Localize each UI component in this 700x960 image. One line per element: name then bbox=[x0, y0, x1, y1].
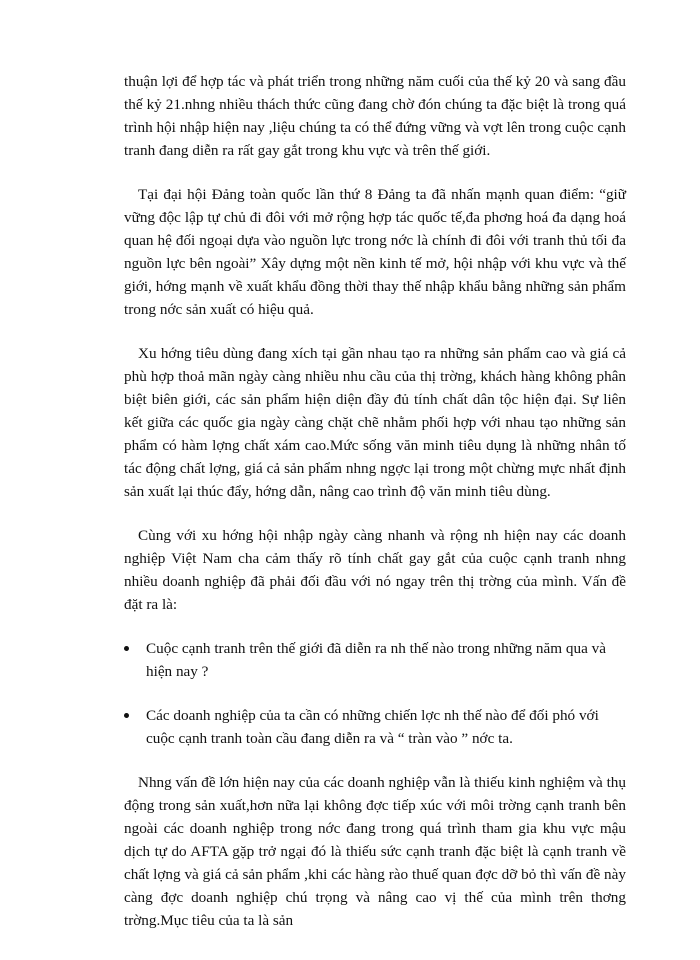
paragraph-consumption-trend: Xu hớng tiêu dùng đang xích tại gần nhau tạo ra những sản phẩm cao và giá cả phù hợp thoả mãn ngày càng nhiều nhu cầu của thị trờng, khách hàng không phân biệt biên giới, các sản phẩm hiện diện đầy đủ tính chất dân tộc hiện đại. Sự liên kết giữa các quốc gia ngày càng chặt chẽ nhằm phối hợp với nhau tạo những sản phẩm có hàm lợng chất xám cao.Mức sống văn minh tiêu dụng là những nhân tố tác động chất lợng, giá cả sản phẩm nhng ngợc lại trong một chừng mực nhất định sản xuất lại thúc đẩy, hớng dẫn, nâng cao trình độ văn minh tiêu dùng. bbox=[124, 345, 626, 500]
paragraph-party-congress: Tại đại hội Đảng toàn quốc lần thứ 8 Đảng ta đã nhấn mạnh quan điểm: “giữ vững độc lập tự chủ đi đôi với mở rộng hợp tác quốc tế,đa phơng hoá đa dạng hoá quan hệ đối ngoại dựa vào nguồn lực trong nớc là chính đi đôi với tranh thủ tối đa nguồn lực bên ngoài” Xây dựng một nền kinh tế mở, hội nhập với khu vực và thế giới, hớng mạnh về xuất khẩu đồng thời thay thế nhập khẩu bằng những sản phẩm trong nớc sản xuất có hiệu quả. bbox=[124, 186, 626, 318]
document-page bbox=[124, 70, 626, 932]
question-list bbox=[124, 637, 626, 750]
list-item-text: Cuộc cạnh tranh trên thế giới đã diễn ra nh thế nào trong những năm qua và hiện nay ? bbox=[146, 640, 606, 680]
bullet-icon bbox=[124, 646, 129, 651]
bullet-icon bbox=[124, 713, 129, 718]
paragraph-intro: thuận lợi để hợp tác và phát triển trong những năm cuối của thế kỷ 20 và sang đầu thế kỷ 21.nhng nhiều thách thức cũng đang chờ đón chúng ta đặc biệt là trong quá trình hội nhập hiện nay ,liệu chúng ta có thể đứng vững và vợt lên trong cuộc cạnh tranh đang diễn ra rất gay gắt trong khu vực và trên thế giới. bbox=[124, 73, 626, 159]
paragraph-closing: Nhng vấn đề lớn hiện nay của các doanh nghiệp vẫn là thiếu kinh nghiệm và thụ động trong sản xuất,hơn nữa lại không đợc tiếp xúc với môi trờng cạnh tranh bên ngoài các doanh nghiệp trong nớc đang trong quá trình tham gia khu vực mậu dịch tự do AFTA gặp trở ngại đó là thiếu sức cạnh tranh đặc biệt là cạnh tranh về chất lợng và giá cả sản phẩm ,khi các hàng rào thuế quan đợc dỡ bỏ thì vấn đề này càng đợc doanh nghiệp chú trọng và nâng cao vị thế của mình trên thơng trờng.Mục tiêu của ta là sản bbox=[124, 774, 626, 929]
list-item bbox=[124, 704, 626, 750]
paragraph-integration: Cùng với xu hớng hội nhập ngày càng nhanh và rộng nh hiện nay các doanh nghiệp Việt Nam cha cảm thấy rõ tính chất gay gắt của cuộc cạnh tranh nhng nhiều doanh nghiệp đã phải đối đầu với nó ngay trên thị trờng của mình. Vấn đề đặt ra là: bbox=[124, 527, 626, 613]
list-item bbox=[124, 637, 626, 683]
list-item-text: Các doanh nghiệp của ta cần có những chiến lợc nh thế nào để đối phó với cuộc cạnh tranh toàn cầu đang diễn ra và “ tràn vào ” nớc ta. bbox=[146, 707, 599, 747]
